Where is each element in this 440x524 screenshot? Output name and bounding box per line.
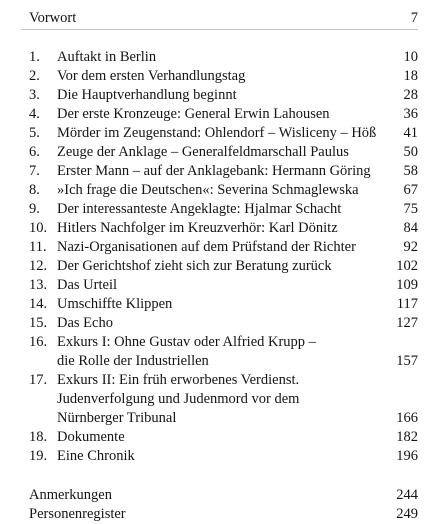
chapter-title: Exkurs I: Ohne Gustav oder Alfried Krupp – — [57, 334, 316, 350]
chapter-page: 67 — [403, 182, 418, 198]
chapter-number: 10. — [29, 220, 48, 236]
chapter-page: 58 — [403, 163, 418, 179]
preface-page: 7 — [410, 10, 418, 26]
chapter-number: 18. — [29, 429, 48, 445]
chapter-page: 196 — [396, 448, 418, 464]
appendix-entry — [21, 486, 418, 505]
chapter-entry — [21, 67, 418, 86]
chapter-title: »Ich frage die Deutschen«: Severina Schmaglewska — [57, 182, 359, 198]
chapter-entry — [21, 200, 418, 219]
chapter-entry — [21, 276, 418, 295]
chapter-entry-continuation — [21, 390, 418, 409]
chapter-entry — [21, 447, 418, 466]
chapter-number: 15. — [29, 315, 48, 331]
chapter-entry — [21, 162, 418, 181]
chapter-title: Der Gerichtshof zieht sich zur Beratung zurück — [57, 258, 332, 274]
chapter-entry — [21, 371, 418, 390]
chapter-title: Das Urteil — [57, 277, 117, 293]
chapter-entry — [21, 314, 418, 333]
chapter-title: Umschiffte Klippen — [57, 296, 173, 312]
chapter-title: Auftakt in Berlin — [57, 49, 157, 65]
chapter-title: Nazi-Organisationen auf dem Prüfstand der Richter — [57, 239, 356, 255]
chapter-title: Nürnberger Tribunal — [57, 410, 177, 426]
chapter-number: 11. — [29, 239, 47, 255]
chapter-title: Exkurs II: Ein früh erworbenes Verdienst. — [57, 372, 300, 388]
chapter-number: 7. — [29, 163, 40, 179]
chapter-page: 10 — [403, 49, 418, 65]
chapter-number: 17. — [29, 372, 48, 388]
chapter-entry — [21, 86, 418, 105]
appendix-entry — [21, 505, 418, 524]
chapter-entry — [21, 295, 418, 314]
chapter-page: 18 — [403, 68, 418, 84]
chapter-number: 2. — [29, 68, 40, 84]
chapter-title: Judenverfolgung und Judenmord vor dem — [57, 391, 300, 407]
chapter-number: 8. — [29, 182, 40, 198]
chapter-title: Eine Chronik — [57, 448, 135, 464]
chapter-page: 28 — [403, 87, 418, 103]
chapter-entry — [21, 257, 418, 276]
chapter-number: 4. — [29, 106, 40, 122]
chapter-entry — [21, 181, 418, 200]
chapter-title: Dokumente — [57, 429, 125, 445]
chapter-page: 157 — [396, 353, 418, 369]
chapter-number: 9. — [29, 201, 40, 217]
chapter-page: 75 — [403, 201, 418, 217]
preface-entry — [21, 9, 418, 28]
chapter-entry — [21, 143, 418, 162]
chapter-page: 117 — [396, 296, 418, 312]
chapter-title: Das Echo — [57, 315, 113, 331]
chapter-number: 6. — [29, 144, 40, 160]
appendix-title: Anmerkungen — [29, 487, 112, 503]
appendix-list — [21, 486, 418, 524]
chapter-number: 1. — [29, 49, 40, 65]
chapter-entry — [21, 219, 418, 238]
chapter-title: Die Hauptverhandlung beginnt — [57, 87, 237, 103]
chapter-number: 5. — [29, 125, 40, 141]
spacer — [21, 466, 418, 486]
spacer — [21, 30, 418, 48]
chapter-page: 50 — [403, 144, 418, 160]
chapter-title: Zeuge der Anklage – Generalfeldmarschall Paulus — [57, 144, 349, 160]
chapter-page: 182 — [396, 429, 418, 445]
chapter-title: Der interessanteste Angeklagte: Hjalmar Schacht — [57, 201, 342, 217]
table-of-contents — [21, 9, 418, 524]
appendix-title: Personenregister — [29, 506, 126, 522]
chapter-title: Der erste Kronzeuge: General Erwin Lahousen — [57, 106, 330, 122]
chapter-entry — [21, 238, 418, 257]
chapter-title: Vor dem ersten Verhandlungstag — [57, 68, 246, 84]
chapter-page: 36 — [403, 106, 418, 122]
chapter-title: die Rolle der Industriellen — [57, 353, 209, 369]
chapter-page: 41 — [403, 125, 418, 141]
chapter-number: 19. — [29, 448, 48, 464]
chapter-title: Hitlers Nachfolger im Kreuzverhör: Karl Dönitz — [57, 220, 338, 236]
chapter-entry — [21, 48, 418, 67]
chapter-number: 16. — [29, 334, 48, 350]
chapter-number: 14. — [29, 296, 48, 312]
chapter-page: 109 — [396, 277, 418, 293]
chapter-entry-continuation — [21, 352, 418, 371]
chapter-title: Erster Mann – auf der Anklagebank: Hermann Göring — [57, 163, 371, 179]
appendix-page: 244 — [396, 487, 418, 503]
chapter-entry — [21, 105, 418, 124]
chapter-page: 92 — [403, 239, 418, 255]
chapter-page: 84 — [403, 220, 418, 236]
preface-title: Vorwort — [29, 10, 77, 26]
chapter-entry — [21, 124, 418, 143]
chapter-page: 166 — [396, 410, 418, 426]
chapter-entry — [21, 333, 418, 352]
chapter-entry-continuation — [21, 409, 418, 428]
appendix-page: 249 — [396, 506, 418, 522]
chapter-number: 13. — [29, 277, 48, 293]
chapter-page: 127 — [396, 315, 418, 331]
chapter-title: Mörder im Zeugenstand: Ohlendorf – Wisliceny – Höß — [57, 125, 377, 141]
chapter-entry — [21, 428, 418, 447]
chapter-list — [21, 48, 418, 466]
chapter-number: 12. — [29, 258, 48, 274]
chapter-page: 102 — [396, 258, 418, 274]
chapter-number: 3. — [29, 87, 40, 103]
